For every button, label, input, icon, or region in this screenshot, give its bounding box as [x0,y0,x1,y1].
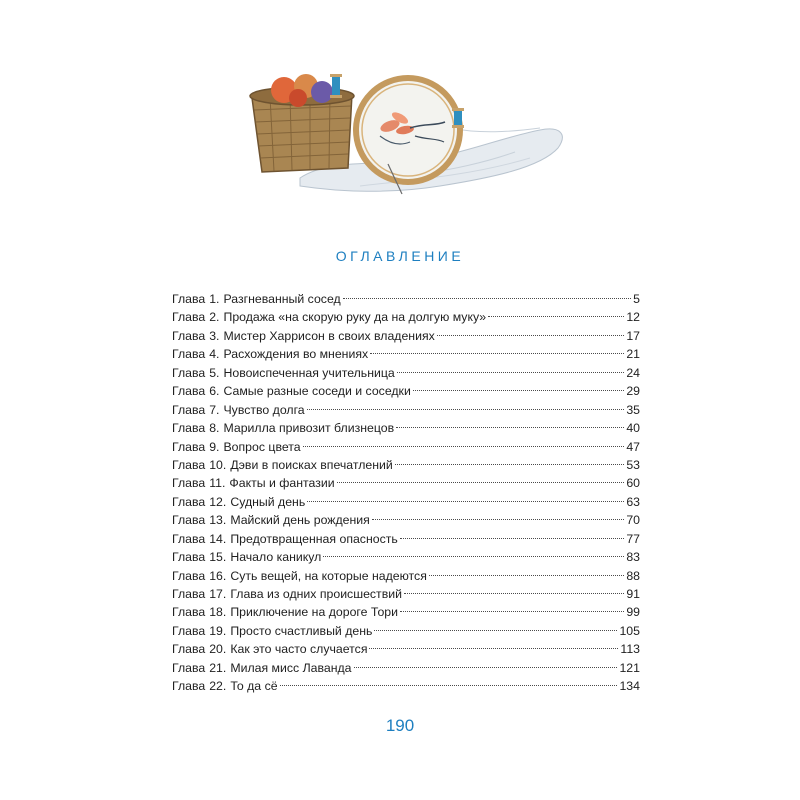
dot-leader [280,685,618,686]
chapter-number: 17. [209,587,227,601]
dot-leader [323,556,624,557]
dot-leader [397,372,625,373]
chapter-label: Глава [172,550,206,565]
toc-entry [172,327,640,345]
chapter-label: Глава [172,421,206,436]
chapter-label: Глава [172,568,206,583]
chapter-page: 5 [633,292,640,306]
chapter-page: 47 [626,439,640,454]
chapter-number: 8. [209,421,220,436]
chapter-label: Глава [172,513,206,528]
toc-entry [172,622,640,640]
chapter-page: 113 [620,642,640,657]
toc-entry [172,290,640,308]
chapter-title: Милая мисс Лаванда [230,660,352,675]
page-number: 190 [385,716,415,735]
chapter-number: 4. [209,347,220,362]
chapter-page: 53 [626,457,640,472]
chapter-title: Расхождения во мнениях [223,347,369,362]
chapter-label: Глава [172,457,206,472]
chapter-page: 77 [626,531,640,546]
toc-entry [172,567,640,585]
chapter-title: Судный день [230,494,306,509]
chapter-number: 1. [209,292,220,306]
chapter-label: Глава [172,439,206,454]
dot-leader [307,501,624,502]
chapter-page: 24 [626,365,640,380]
dot-leader [395,464,625,465]
chapter-label: Глава [172,642,206,657]
dot-leader [404,593,624,594]
chapter-page: 60 [626,476,640,491]
chapter-number: 21. [209,660,227,675]
chapter-title: Дэви в поисках впечатлений [230,457,393,472]
toc-entry [172,345,640,363]
chapter-page: 121 [619,660,640,675]
toc-entry [172,493,640,511]
chapter-title: Предотвращенная опасность [230,531,398,546]
chapter-title: То да сё [230,679,278,694]
toc-entry [172,530,640,548]
chapter-label: Глава [172,476,206,491]
toc-entry [172,419,640,437]
chapter-label: Глава [172,660,206,675]
chapter-number: 19. [209,623,227,638]
chapter-label: Глава [172,310,206,325]
chapter-number: 3. [209,328,220,343]
toc-entry [172,308,640,326]
chapter-title: Разгневанный сосед [223,292,341,306]
chapter-number: 13. [209,513,227,528]
chapter-number: 15. [209,550,227,565]
chapter-number: 18. [209,605,227,620]
dot-leader [303,446,625,447]
chapter-number: 11. [209,476,226,491]
dot-leader [413,390,625,391]
chapter-label: Глава [172,384,206,399]
chapter-label: Глава [172,679,206,694]
chapter-page: 17 [626,328,640,343]
chapter-label: Глава [172,292,206,306]
chapter-title: Вопрос цвета [223,439,301,454]
chapter-label: Глава [172,623,206,638]
chapter-title: Приключение на дороге Тори [230,605,398,620]
chapter-label: Глава [172,605,206,620]
chapter-page: 29 [626,384,640,399]
chapter-page: 134 [619,679,640,694]
chapter-number: 10. [209,457,227,472]
dot-leader [369,648,618,649]
chapter-title: Самые разные соседи и соседки [223,384,411,399]
dot-leader [437,335,625,336]
chapter-number: 5. [209,365,220,380]
chapter-title: Мистер Харрисон в своих владениях [223,328,435,343]
chapter-title: Как это часто случается [230,642,368,657]
chapter-label: Глава [172,587,206,601]
toc-entry [172,438,640,456]
chapter-number: 20. [209,642,227,657]
chapter-page: 40 [626,421,640,436]
chapter-page: 70 [626,513,640,528]
chapter-number: 6. [209,384,220,399]
chapter-label: Глава [172,494,206,509]
chapter-title: Начало каникул [230,550,322,565]
chapter-number: 9. [209,439,220,454]
chapter-label: Глава [172,365,206,380]
chapter-label: Глава [172,402,206,417]
toc-entry [172,511,640,529]
chapter-label: Глава [172,531,206,546]
chapter-page: 63 [626,494,640,509]
chapter-number: 12. [209,494,227,509]
chapter-title: Чувство долга [223,402,305,417]
sewing-basket-illustration [240,68,570,200]
dot-leader [396,427,624,428]
chapter-page: 105 [619,623,640,638]
dot-leader [354,667,618,668]
chapter-number: 7. [209,402,220,417]
chapter-number: 16. [209,568,227,583]
dot-leader [400,538,625,539]
dot-leader [429,575,624,576]
chapter-label: Глава [172,328,206,343]
chapter-title: Факты и фантазии [229,476,335,491]
toc-entry [172,474,640,492]
toc-entry [172,548,640,566]
dot-leader [343,298,631,299]
chapter-title: Суть вещей, на которые надеются [230,568,427,583]
chapter-page: 91 [626,587,640,601]
chapter-title: Новоиспеченная учительница [223,365,395,380]
chapter-number: 2. [209,310,220,325]
chapter-title: Глава из одних происшествий [230,587,402,601]
dot-leader [337,482,625,483]
dot-leader [372,519,624,520]
chapter-title: Майский день рождения [230,513,370,528]
toc-entry [172,456,640,474]
chapter-number: 22. [209,679,227,694]
chapter-page: 21 [626,347,640,362]
toc-entry [172,364,640,382]
chapter-number: 14. [209,531,227,546]
chapter-title: Продажа «на скорую руку да на долгую муку» [223,310,487,325]
chapter-label: Глава [172,347,206,362]
toc-entry [172,659,640,677]
dot-leader [488,316,624,317]
dot-leader [307,409,625,410]
table-of-contents [172,290,640,696]
dot-leader [400,611,624,612]
chapter-page: 35 [626,402,640,417]
toc-entry [172,640,640,658]
toc-entry [172,677,640,695]
chapter-page: 12 [626,310,640,325]
chapter-page: 99 [626,605,640,620]
chapter-title: Марилла привозит близнецов [223,421,395,436]
dot-leader [370,353,624,354]
chapter-title: Просто счастливый день [230,623,373,638]
toc-entry [172,401,640,419]
toc-heading: ОГЛАВЛЕНИЕ [335,248,465,264]
chapter-page: 88 [626,568,640,583]
toc-entry [172,603,640,621]
dot-leader [374,630,617,631]
chapter-page: 83 [626,550,640,565]
toc-entry [172,585,640,603]
toc-entry [172,382,640,400]
